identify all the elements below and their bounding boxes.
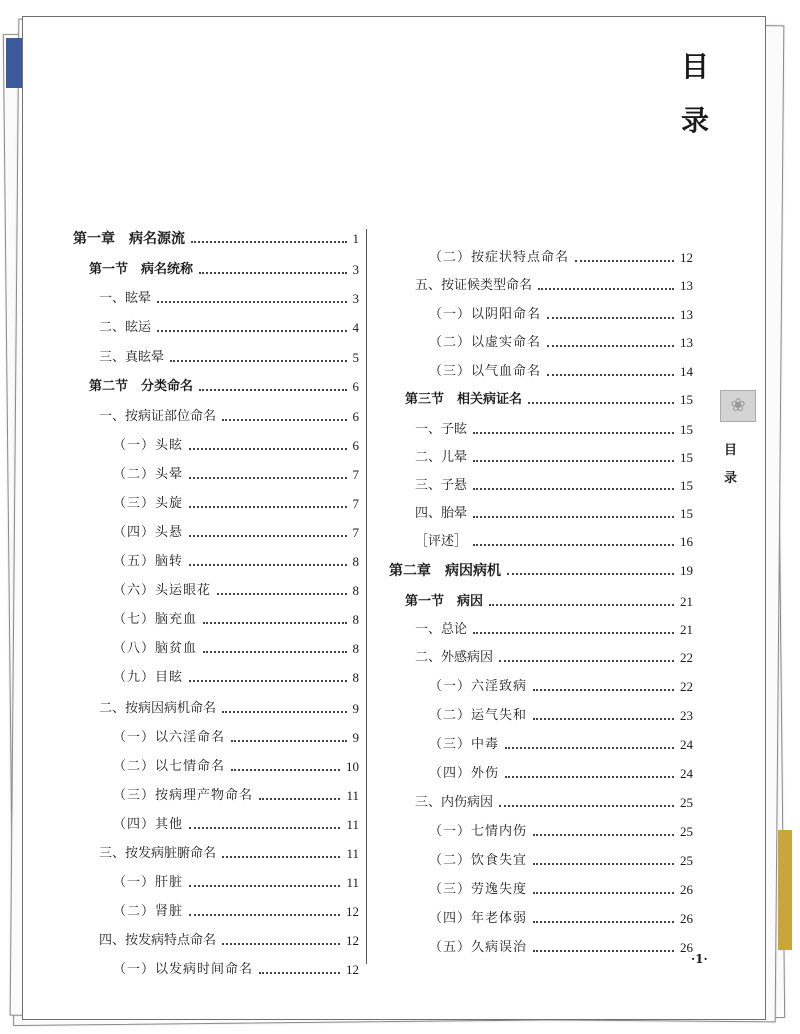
- toc-entry-label: （一）肝脏: [113, 875, 184, 890]
- toc-leader-dots: [505, 775, 674, 778]
- toc-leader-dots: [189, 505, 346, 508]
- toc-leader-dots: [259, 971, 340, 974]
- toc-entry: [429, 939, 693, 957]
- toc-entry-page: 24: [680, 766, 693, 781]
- toc-entry-label: 第一章 病名源流: [73, 231, 185, 247]
- toc-entry-page: 7: [352, 467, 359, 482]
- toc-entry-page: 8: [352, 641, 359, 656]
- toc-entry: [429, 707, 693, 725]
- toc-entry-label: （九）目眩: [113, 670, 184, 685]
- page-title-char-1: 目: [681, 50, 710, 83]
- toc-entry-page: 22: [680, 650, 693, 665]
- toc-leader-dots: [199, 271, 346, 274]
- toc-leader-dots: [473, 487, 674, 490]
- page-number: ·1·: [691, 952, 708, 966]
- toc-leader-dots: [528, 401, 674, 404]
- toc-leader-dots: [222, 855, 340, 858]
- toc-entry-label: 第一节 病因: [405, 594, 484, 609]
- toc-entry-label: （四）头悬: [113, 525, 184, 540]
- toc-entry-page: 3: [352, 262, 359, 277]
- toc-entry: [415, 421, 693, 439]
- toc-entry-page: 24: [680, 737, 693, 752]
- toc-entry: [415, 277, 693, 295]
- toc-leader-dots: [203, 650, 346, 653]
- toc-entry-label: （五）脑转: [113, 554, 184, 569]
- toc-entry-label: 四、胎晕: [415, 506, 468, 521]
- toc-leader-dots: [505, 746, 674, 749]
- toc-entry-label: （三）头旋: [113, 496, 184, 511]
- toc-leader-dots: [189, 884, 340, 887]
- toc-entry-label: （四）外伤: [429, 766, 500, 781]
- toc-leader-dots: [189, 563, 346, 566]
- toc-entry: [113, 787, 359, 805]
- toc-entry-page: 8: [352, 612, 359, 627]
- toc-leader-dots: [199, 388, 346, 391]
- toc-entry: [415, 794, 693, 812]
- toc-leader-dots: [547, 373, 674, 376]
- toc-entry-label: 二、儿晕: [415, 450, 468, 465]
- toc-entry: [113, 729, 359, 747]
- toc-entry-page: 15: [680, 422, 693, 437]
- toc-leader-dots: [189, 679, 346, 682]
- toc-entry: [429, 881, 693, 899]
- toc-entry: [89, 378, 359, 396]
- toc-entry-label: （一）七情内伤: [429, 824, 528, 839]
- toc-entry: [113, 816, 359, 834]
- toc-entry: [113, 524, 359, 542]
- side-tab-char-1: 目: [724, 443, 738, 458]
- toc-entry-page: 25: [680, 853, 693, 868]
- toc-entry-label: （一）以六淫命名: [113, 730, 226, 745]
- toc-leader-dots: [157, 329, 346, 332]
- toc-entry: [429, 334, 693, 352]
- toc-entry-label: （八）脑贫血: [113, 641, 198, 656]
- toc-entry-page: 15: [680, 478, 693, 493]
- toc-entry-page: 26: [680, 882, 693, 897]
- toc-leader-dots: [217, 592, 346, 595]
- toc-entry-page: 11: [346, 846, 359, 861]
- toc-entry: [99, 408, 359, 426]
- toc-entry-label: 三、真眩晕: [99, 350, 165, 365]
- toc-entry-page: 12: [346, 933, 359, 948]
- toc-entry-label: 一、按病证部位命名: [99, 409, 217, 424]
- toc-entry: [429, 910, 693, 928]
- toc-entry: [415, 649, 693, 667]
- toc-entry-label: （二）饮食失宜: [429, 853, 528, 868]
- toc-entry-page: 6: [352, 438, 359, 453]
- toc-entry-label: （二）按症状特点命名: [429, 250, 570, 265]
- toc-entry-page: 6: [352, 379, 359, 394]
- toc-entry: [429, 765, 693, 783]
- toc-entry-label: （二）肾脏: [113, 904, 184, 919]
- toc-entry: [99, 290, 359, 308]
- toc-entry-label: （一）以阴阳命名: [429, 307, 542, 322]
- toc-entry-label: 四、按发病特点命名: [99, 933, 217, 948]
- toc-leader-dots: [222, 710, 346, 713]
- toc-entry-page: 15: [680, 506, 693, 521]
- toc-entry-page: 11: [346, 817, 359, 832]
- toc-entry: [113, 582, 359, 600]
- toc-entry: [429, 678, 693, 696]
- toc-entry: [113, 640, 359, 658]
- toc-entry-page: 16: [680, 534, 693, 549]
- toc-entry-label: 二、外感病因: [415, 650, 494, 665]
- toc-entry: [113, 495, 359, 513]
- side-tab-char-2: 录: [724, 471, 738, 486]
- toc-leader-dots: [259, 797, 340, 800]
- toc-entry-page: 7: [352, 525, 359, 540]
- toc-entry-page: 5: [352, 350, 359, 365]
- toc-entry-label: 二、按病因病机命名: [99, 701, 217, 716]
- toc-entry-page: 10: [346, 759, 359, 774]
- toc-entry-page: 22: [680, 679, 693, 694]
- toc-entry-page: 21: [680, 594, 693, 609]
- toc-entry: [415, 449, 693, 467]
- toc-entry-label: （二）以七情命名: [113, 759, 226, 774]
- toc-entry-page: 13: [680, 307, 693, 322]
- toc-entry-page: 12: [346, 962, 359, 977]
- toc-entry-label: ［评述］: [415, 534, 468, 549]
- toc-leader-dots: [547, 316, 674, 319]
- toc-entry-page: 8: [352, 670, 359, 685]
- toc-entry: [89, 261, 359, 279]
- toc-leader-dots: [489, 603, 674, 606]
- toc-entry: [415, 505, 693, 523]
- toc-entry-page: 8: [352, 583, 359, 598]
- gold-edge-tab: [778, 830, 792, 950]
- toc-entry: [99, 700, 359, 718]
- toc-entry: [415, 621, 693, 639]
- toc-leader-dots: [533, 688, 674, 691]
- toc-entry-label: 三、按发病脏腑命名: [99, 846, 217, 861]
- toc-entry: [113, 669, 359, 687]
- toc-entry: [415, 477, 693, 495]
- toc-entry-label: （四）其他: [113, 817, 184, 832]
- toc-entry: [113, 874, 359, 892]
- toc-entry-page: 13: [680, 278, 693, 293]
- toc-entry: [429, 852, 693, 870]
- toc-entry-page: 15: [680, 450, 693, 465]
- toc-leader-dots: [157, 300, 346, 303]
- toc-leader-dots: [533, 949, 674, 952]
- toc-entry: [99, 845, 359, 863]
- toc-entry: [73, 230, 359, 248]
- toc-entry-page: 25: [680, 795, 693, 810]
- toc-entry-label: 第二节 分类命名: [89, 379, 194, 394]
- toc-entry: [113, 437, 359, 455]
- toc-entry-label: （五）久病误治: [429, 940, 528, 955]
- toc-leader-dots: [189, 476, 346, 479]
- toc-entry-page: 13: [680, 335, 693, 350]
- toc-entry-label: 三、内伤病因: [415, 795, 494, 810]
- toc-entry-label: 第三节 相关病证名: [405, 392, 523, 407]
- toc-entry-page: 26: [680, 911, 693, 926]
- toc-entry: [99, 349, 359, 367]
- toc-entry-label: （七）脑充血: [113, 612, 198, 627]
- toc-entry: [405, 593, 693, 611]
- toc-entry-label: （三）劳逸失度: [429, 882, 528, 897]
- toc-leader-dots: [473, 543, 674, 546]
- toc-entry-label: 一、眩晕: [99, 291, 152, 306]
- toc-entry-page: 1: [352, 231, 359, 246]
- toc-leader-dots: [473, 515, 674, 518]
- toc-leader-dots: [499, 804, 674, 807]
- toc-entry-page: 9: [352, 730, 359, 745]
- toc-leader-dots: [533, 833, 674, 836]
- toc-leader-dots: [473, 631, 674, 634]
- toc-leader-dots: [189, 913, 340, 916]
- toc-entry-page: 25: [680, 824, 693, 839]
- toc-entry-label: （一）六淫致病: [429, 679, 528, 694]
- toc-entry-label: 五、按证候类型命名: [415, 278, 533, 293]
- toc-leader-dots: [533, 862, 674, 865]
- toc-entry: [405, 391, 693, 409]
- toc-entry-label: 一、子眩: [415, 422, 468, 437]
- toc-entry: [113, 466, 359, 484]
- toc-entry-label: （三）按病理产物命名: [113, 788, 254, 803]
- toc-entry: [389, 562, 693, 580]
- toc-leader-dots: [170, 359, 346, 362]
- toc-leader-dots: [507, 572, 674, 575]
- toc-entry: [113, 758, 359, 776]
- toc-leader-dots: [473, 459, 674, 462]
- toc-leader-dots: [547, 344, 674, 347]
- toc-entry-page: 15: [680, 392, 693, 407]
- toc-entry-page: 6: [352, 409, 359, 424]
- toc-page: [22, 16, 766, 1020]
- toc-entry-page: 4: [352, 320, 359, 335]
- toc-leader-dots: [533, 920, 674, 923]
- toc-leader-dots: [189, 826, 340, 829]
- toc-entry-page: 23: [680, 708, 693, 723]
- toc-entry: [415, 533, 693, 551]
- toc-entry-label: （六）头运眼花: [113, 583, 212, 598]
- toc-entry-page: 12: [680, 250, 693, 265]
- toc-entry-label: 三、子悬: [415, 478, 468, 493]
- toc-entry-label: 第二章 病因病机: [389, 563, 501, 579]
- toc-leader-dots: [189, 534, 346, 537]
- toc-leader-dots: [189, 447, 346, 450]
- toc-leader-dots: [222, 942, 340, 945]
- page-title-char-2: 录: [681, 104, 710, 137]
- toc-entry: [113, 553, 359, 571]
- toc-leader-dots: [191, 240, 347, 243]
- toc-entry: [113, 611, 359, 629]
- toc-leader-dots: [473, 431, 674, 434]
- toc-entry-label: （一）以发病时间命名: [113, 962, 254, 977]
- toc-entry-page: 11: [346, 875, 359, 890]
- toc-entry-page: 19: [680, 563, 693, 578]
- toc-entry-page: 12: [346, 904, 359, 919]
- toc-entry-label: （三）中毒: [429, 737, 500, 752]
- toc-entry-page: 8: [352, 554, 359, 569]
- toc-entry-page: 21: [680, 622, 693, 637]
- toc-entry-label: 二、眩运: [99, 320, 152, 335]
- toc-entry: [113, 961, 359, 979]
- toc-entry: [113, 903, 359, 921]
- toc-leader-dots: [533, 717, 674, 720]
- toc-leader-dots: [203, 621, 346, 624]
- column-divider: [366, 229, 367, 964]
- toc-entry-page: 3: [352, 291, 359, 306]
- toc-leader-dots: [231, 768, 340, 771]
- toc-leader-dots: [533, 891, 674, 894]
- toc-entry: [429, 736, 693, 754]
- toc-entry-label: （三）以气血命名: [429, 364, 542, 379]
- toc-entry: [429, 306, 693, 324]
- toc-leader-dots: [575, 259, 674, 262]
- toc-entry-page: 14: [680, 364, 693, 379]
- toc-entry: [429, 363, 693, 381]
- toc-entry-page: 26: [680, 940, 693, 955]
- toc-entry-label: （二）运气失和: [429, 708, 528, 723]
- toc-entry-label: （二）头晕: [113, 467, 184, 482]
- toc-leader-dots: [222, 418, 346, 421]
- toc-entry-page: 9: [352, 701, 359, 716]
- toc-entry-label: （一）头眩: [113, 438, 184, 453]
- toc-entry-page: 11: [346, 788, 359, 803]
- toc-leader-dots: [231, 739, 346, 742]
- toc-entry: [99, 319, 359, 337]
- toc-leader-dots: [538, 287, 674, 290]
- toc-entry: [429, 823, 693, 841]
- seal-icon: ❀: [720, 390, 756, 422]
- toc-entry-label: 第一节 病名统称: [89, 262, 194, 277]
- toc-leader-dots: [499, 659, 674, 662]
- toc-entry: [429, 249, 693, 267]
- toc-entry-label: 一、总论: [415, 622, 468, 637]
- toc-entry-label: （四）年老体弱: [429, 911, 528, 926]
- toc-entry: [99, 932, 359, 950]
- toc-entry-page: 7: [352, 496, 359, 511]
- toc-entry-label: （二）以虚实命名: [429, 335, 542, 350]
